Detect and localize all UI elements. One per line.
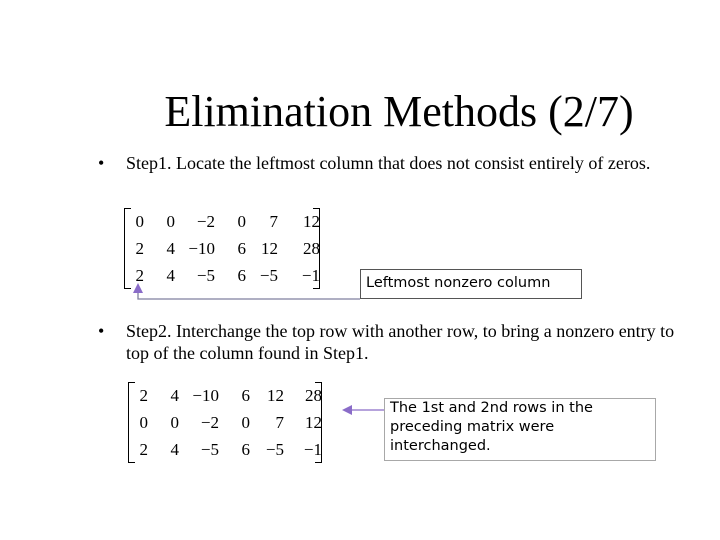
matrix-cell: 4 [170,386,179,405]
matrix-cell: −1 [301,266,320,285]
matrix-cell: −5 [265,440,284,459]
matrix-cell: −10 [188,239,215,258]
matrix-cell: 2 [139,386,148,405]
matrix-cell: 0 [135,212,144,231]
left-arrow-icon [342,405,352,415]
matrix-cell: 4 [166,266,175,285]
matrix-cell: 12 [261,239,278,258]
matrix-cell: 6 [237,239,246,258]
matrix-table [134,382,322,463]
matrix-after [128,382,322,463]
left-bracket [128,382,135,463]
callout-1-pointer [138,290,360,299]
right-bracket [315,382,322,463]
up-arrow-icon [133,283,143,293]
bullet-step2 [98,320,698,370]
matrix-cell: −5 [259,266,278,285]
matrix-row [134,409,322,436]
matrix-cell: 2 [135,239,144,258]
bullet-text: Step1. Locate the leftmost column that does not consist entirely of zeros. [126,153,651,173]
matrix-cell: 2 [135,266,144,285]
matrix-cell: 2 [139,440,148,459]
matrix-cell: 6 [241,440,250,459]
matrix-cell: −5 [200,440,219,459]
matrix-cell: −10 [192,386,219,405]
matrix-cell: 12 [303,212,320,231]
matrix-cell: −5 [196,266,215,285]
matrix-cell: 12 [305,413,322,432]
matrix-cell: 0 [241,413,250,432]
matrix-cell: 0 [237,212,246,231]
matrix-cell: 0 [170,413,179,432]
bullet-text: Step2. Interchange the top row with another row, to bring a nonzero entry to top of the column found in Step1. [126,321,675,363]
matrix-cell: 4 [170,440,179,459]
matrix-cell: 4 [166,239,175,258]
matrix-cell: 28 [305,386,322,405]
matrix-cell: −1 [303,440,322,459]
callout-rows-interchanged: The 1st and 2nd rows in the preceding matrix were interchanged. [384,398,656,461]
matrix-cell: 7 [275,413,284,432]
slide-title: Elimination Methods (2/7) [164,87,634,136]
matrix-cell: −2 [200,413,219,432]
matrix-cell: 0 [166,212,175,231]
matrix-cell: 28 [303,239,320,258]
matrix-cell: 0 [139,413,148,432]
matrix-cell: 6 [237,266,246,285]
matrix-cell: 12 [267,386,284,405]
matrix-row [134,436,322,463]
matrix-cell: −2 [196,212,215,231]
matrix-row [134,382,322,409]
matrix-cell: 6 [241,386,250,405]
callout-leftmost-column: Leftmost nonzero column [360,269,582,299]
bullet-marker: • [98,153,105,173]
bullet-marker: • [98,321,105,341]
matrix-cell: 7 [269,212,278,231]
